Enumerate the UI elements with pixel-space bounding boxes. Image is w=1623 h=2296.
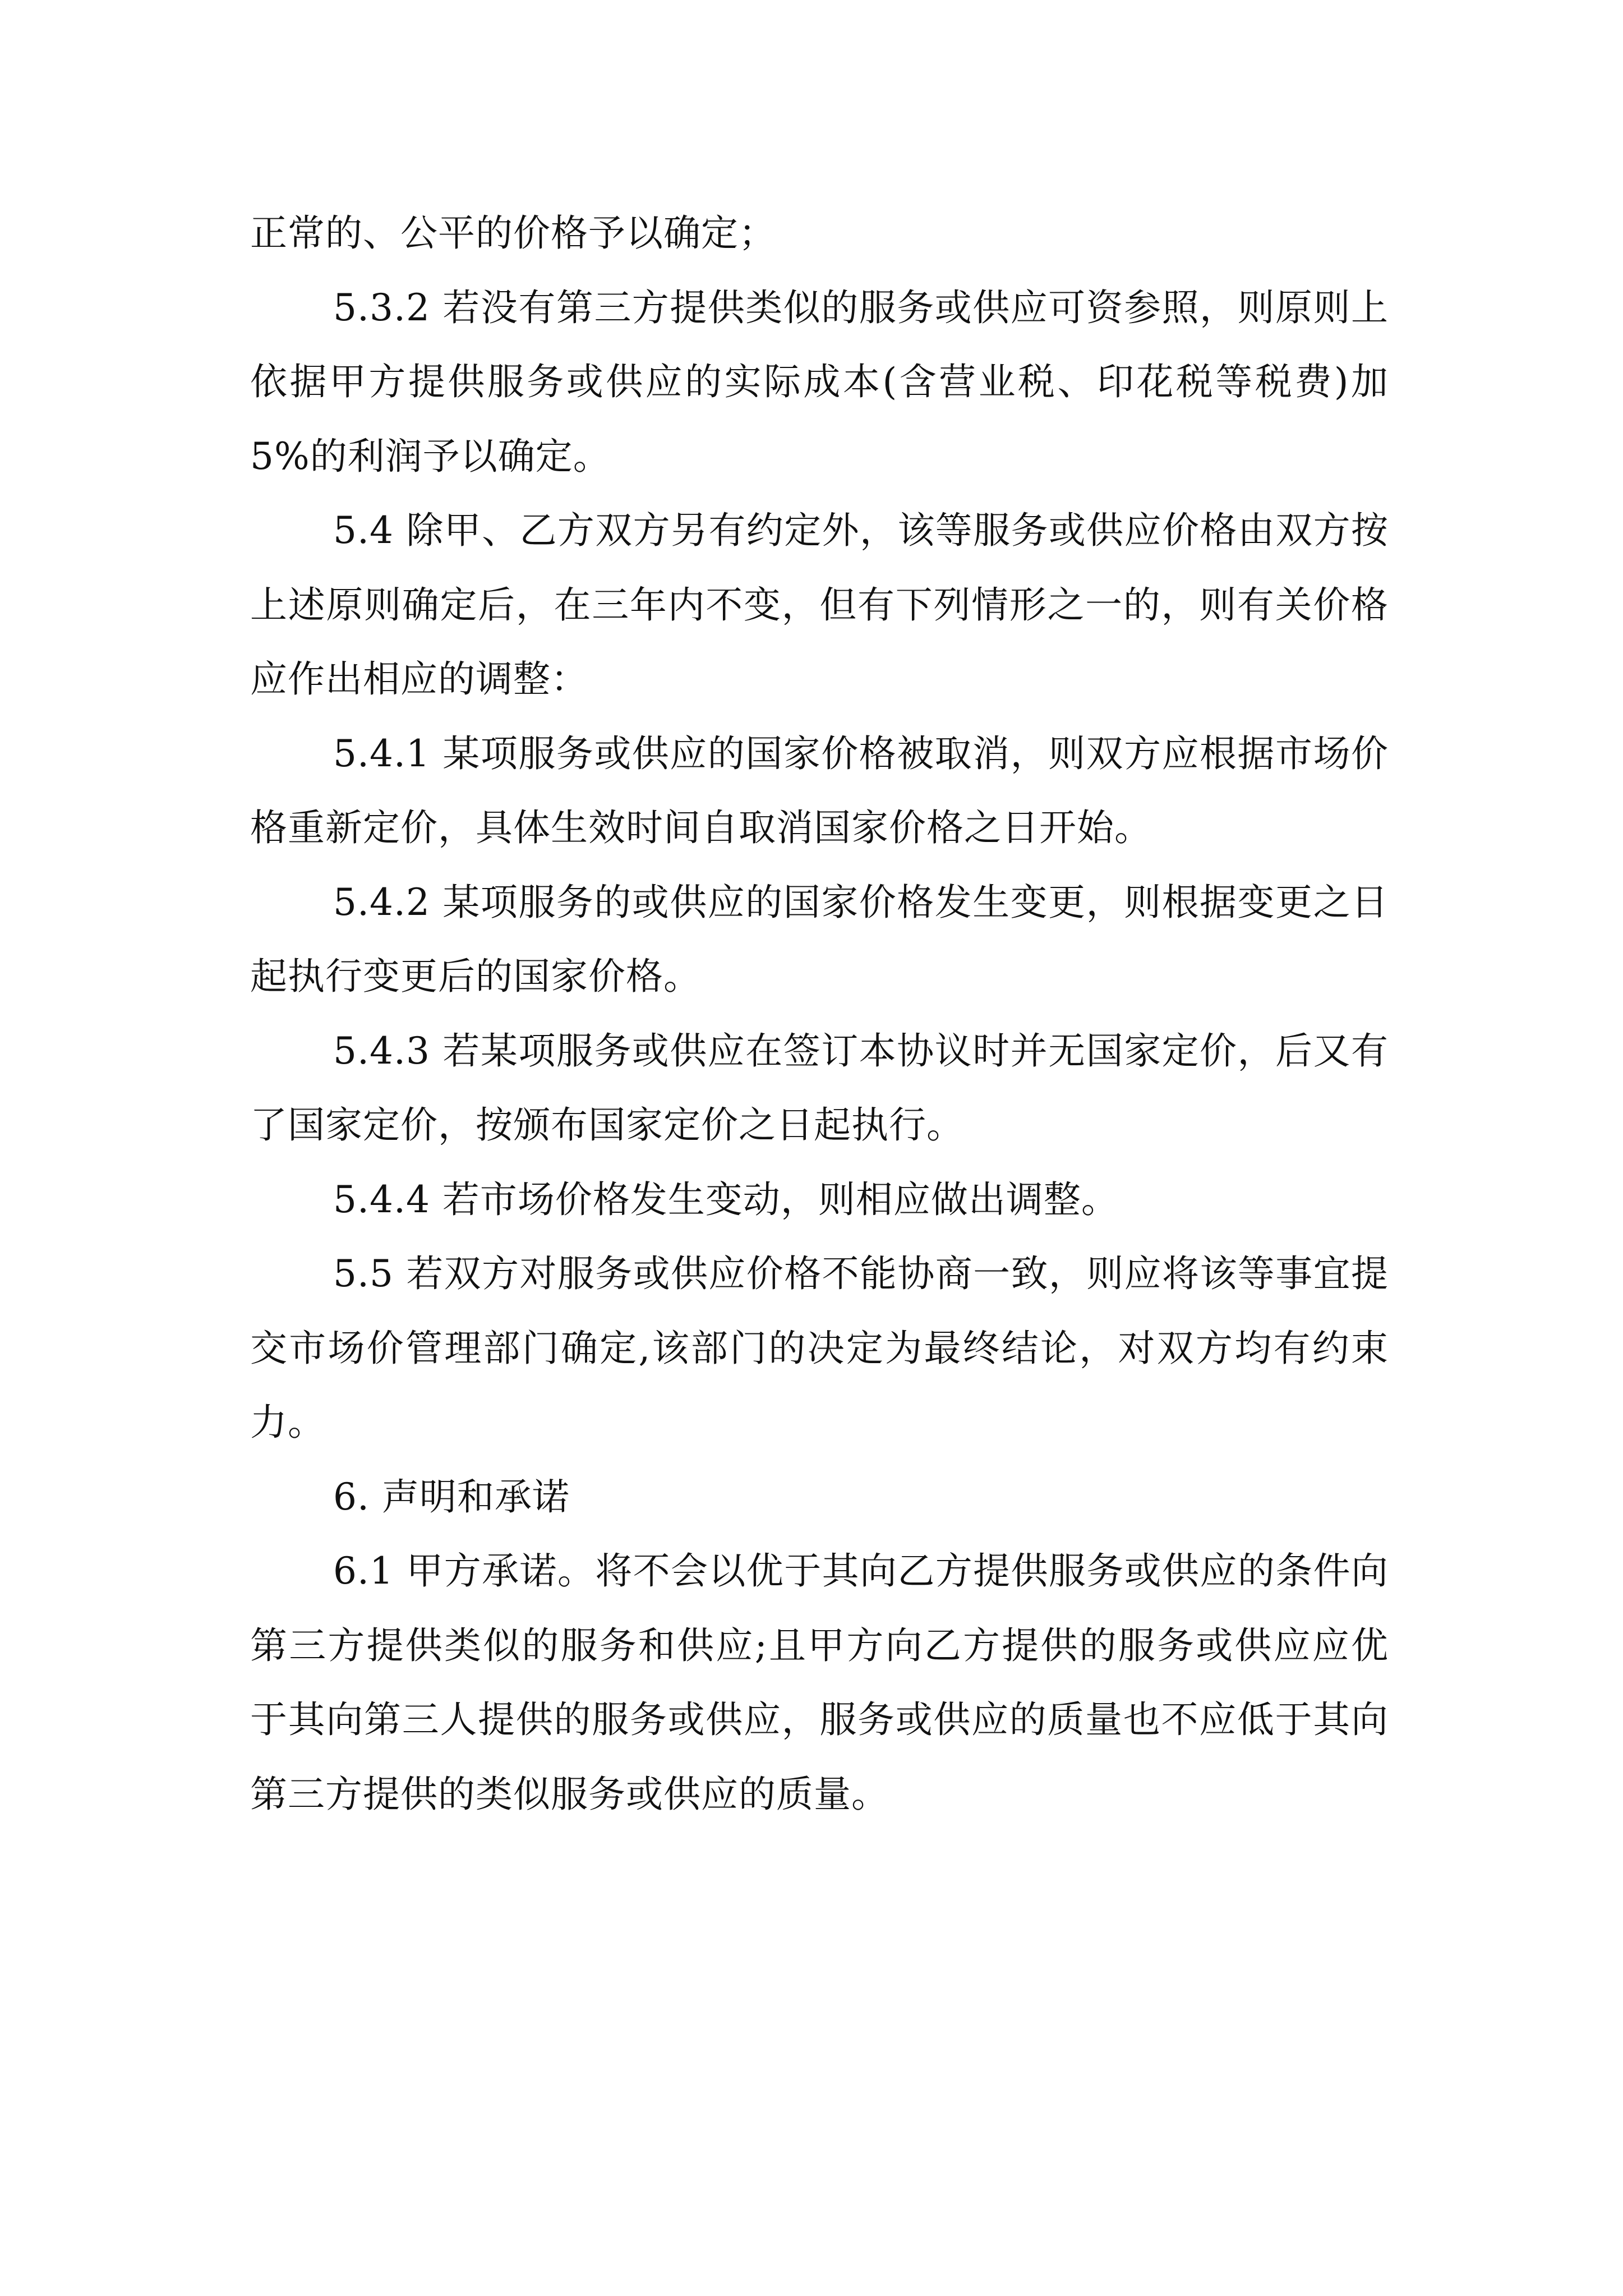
paragraph-5-5: 5.5 若双方对服务或供应价格不能协商一致，则应将该等事宜提交市场价管理部门确定,该部门的决定为最终结论，对双方均有约束力。 xyxy=(250,1252,1389,1444)
paragraph-5-4-4: 5.4.4 若市场价格发生变动，则相应做出调整。 xyxy=(333,1177,1119,1221)
paragraph-5-4-1: 5.4.1 某项服务或供应的国家价格被取消，则双方应根据市场价格重新定价，具体生效时间自取消国家价格之日开始。 xyxy=(250,731,1389,849)
document-body xyxy=(250,196,1389,1832)
paragraph-5-3-1-continuation: 正常的、公平的价格予以确定； xyxy=(250,211,776,255)
paragraph-5-4-3: 5.4.3 若某项服务或供应在签订本协议时并无国家定价，后又有了国家定价，按颁布国家定价之日起执行。 xyxy=(250,1029,1389,1147)
section-heading-6: 6. 声明和承诺 xyxy=(333,1475,570,1519)
paragraph-5-4-2: 5.4.2 某项服务的或供应的国家价格发生变更，则根据变更之日起执行变更后的国家价格。 xyxy=(250,880,1389,998)
paragraph-5-3-2: 5.3.2 若没有第三方提供类似的服务或供应可资参照，则原则上依据甲方提供服务或供应的实际成本(含营业税、印花税等税费)加 5%的利润予以确定。 xyxy=(250,286,1389,478)
paragraph-5-4: 5.4 除甲、乙方双方另有约定外，该等服务或供应价格由双方按上述原则确定后，在三年内不变，但有下列情形之一的，则有关价格应作出相应的调整： xyxy=(250,509,1389,701)
paragraph-6-1: 6.1 甲方承诺。将不会以优于其向乙方提供服务或供应的条件向第三方提供类似的服务和供应;且甲方向乙方提供的服务或供应应优于其向第三人提供的服务或供应，服务或供应的质量也不应低于其向第三方提供的类似服务或供应的质量。 xyxy=(250,1549,1389,1816)
